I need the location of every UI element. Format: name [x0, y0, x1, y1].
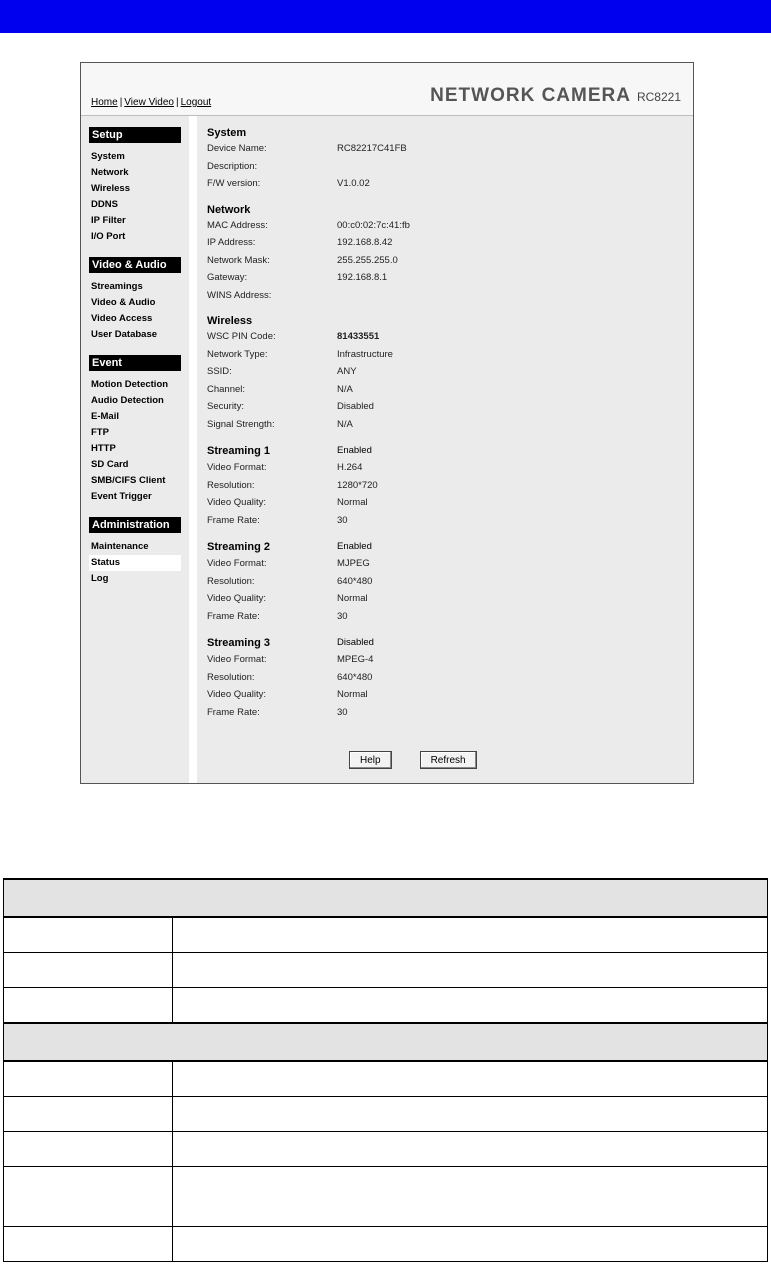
status-row: [197, 363, 693, 381]
sidebar-item-email[interactable]: E-Mail: [91, 411, 119, 422]
streaming-3-header: [197, 635, 693, 651]
table-cell: [4, 988, 173, 1024]
status-row: [197, 287, 693, 305]
table-row: [4, 953, 768, 988]
table-cell: [4, 953, 173, 988]
status-row: [197, 512, 693, 530]
status-row: [197, 416, 693, 434]
table-row: [4, 1227, 768, 1262]
status-row: [197, 555, 693, 573]
table-row: [4, 1132, 768, 1167]
sidebar-item-ftp[interactable]: FTP: [91, 427, 109, 438]
row-label: Video Format:: [207, 654, 267, 665]
nav-separator: |: [119, 97, 123, 108]
row-value: RC82217C41FB: [337, 143, 407, 154]
row-label: WSC PIN Code:: [207, 331, 276, 342]
sidebar-item-audio-detection[interactable]: Audio Detection: [91, 395, 164, 406]
sidebar-item-http[interactable]: HTTP: [91, 443, 116, 454]
row-label: Channel:: [207, 383, 246, 395]
sidebar-item-system[interactable]: System: [91, 151, 125, 162]
table-row: [4, 988, 768, 1024]
row-label: SSID:: [207, 366, 232, 377]
status-row: [197, 590, 693, 608]
row-value: Disabled: [337, 401, 374, 412]
status-row: [197, 158, 693, 176]
help-button[interactable]: Help: [349, 751, 392, 769]
status-row: [197, 651, 693, 669]
brand-model: RC8221: [636, 90, 681, 104]
row-value: Normal: [337, 593, 368, 604]
status-row: [197, 573, 693, 591]
top-nav: [91, 97, 211, 108]
row-value: N/A: [337, 383, 353, 395]
section-heading-network: Network: [207, 203, 251, 216]
table-cell: [4, 1097, 173, 1132]
row-value: ANY: [337, 366, 357, 377]
row-label: F/W version:: [207, 178, 261, 189]
table-row: [4, 1167, 768, 1227]
status-row: [197, 328, 693, 346]
table-cell: [4, 917, 173, 953]
refresh-button[interactable]: Refresh: [420, 751, 477, 769]
row-value: 255.255.255.0: [337, 254, 398, 266]
row-value: 81433551: [337, 331, 380, 342]
row-value: H.264: [337, 462, 363, 473]
table-cell: [173, 917, 768, 953]
row-value: 640*480: [337, 671, 373, 683]
sidebar-item-ip-filter[interactable]: IP Filter: [91, 215, 126, 226]
sidebar-section-administration: Administration: [89, 517, 181, 533]
row-value: Normal: [337, 689, 368, 700]
row-value: 192.168.8.42: [337, 237, 393, 248]
streaming-1-state: Enabled: [337, 445, 372, 456]
row-value: N/A: [337, 418, 353, 430]
row-value: 1280*720: [337, 479, 378, 491]
status-row: [197, 494, 693, 512]
row-label: WINS Address:: [207, 289, 272, 301]
sidebar-item-event-trigger[interactable]: Event Trigger: [91, 491, 152, 502]
table-cell: [4, 1227, 173, 1262]
status-panel: [197, 116, 693, 783]
row-value: 30: [337, 514, 348, 526]
table-cell: [173, 1167, 768, 1227]
table-cell: [4, 1023, 768, 1061]
sidebar-item-status[interactable]: Status: [89, 555, 181, 571]
table-cell: [173, 1097, 768, 1132]
sidebar-item-streamings[interactable]: Streamings: [91, 281, 143, 292]
status-row: [197, 686, 693, 704]
streaming-3-state: Disabled: [337, 637, 374, 648]
description-table: [3, 878, 768, 1262]
status-row: [197, 398, 693, 416]
row-label: Description:: [207, 160, 258, 172]
row-label: Signal Strength:: [207, 418, 275, 430]
table-cell: [4, 1061, 173, 1097]
table-cell: [4, 1167, 173, 1227]
streaming-2-state: Enabled: [337, 541, 372, 552]
streaming-2-header: [197, 539, 693, 555]
row-label: Resolution:: [207, 671, 255, 683]
sidebar-section-video-audio: Video & Audio: [89, 257, 181, 273]
section-heading-streaming-2: Streaming 2: [207, 541, 270, 553]
sidebar-item-ddns[interactable]: DDNS: [91, 199, 118, 210]
nav-separator: |: [175, 97, 179, 108]
table-cell: [4, 1132, 173, 1167]
row-value: MJPEG: [337, 558, 370, 569]
row-label: Frame Rate:: [207, 610, 260, 622]
sidebar-item-video-access[interactable]: Video Access: [91, 313, 153, 324]
row-label: Gateway:: [207, 272, 248, 283]
row-value: Normal: [337, 497, 368, 508]
row-value: 00:c0:02:7c:41:fb: [337, 219, 410, 231]
row-value: 30: [337, 610, 348, 622]
status-row: [197, 269, 693, 287]
table-cell: [173, 953, 768, 988]
status-row: [197, 175, 693, 193]
row-value: V1.0.02: [337, 178, 370, 189]
view-video-link[interactable]: View Video: [124, 97, 174, 108]
row-label: Frame Rate:: [207, 706, 260, 718]
table-section-header: [4, 879, 768, 917]
section-heading-streaming-1: Streaming 1: [207, 445, 270, 457]
status-row: [197, 704, 693, 722]
row-label: Resolution:: [207, 575, 255, 587]
brand: [430, 85, 681, 107]
sidebar-item-motion-detection[interactable]: Motion Detection: [91, 379, 169, 390]
status-row: [197, 669, 693, 687]
top-banner: [0, 0, 771, 33]
table-row: [4, 1061, 768, 1097]
row-value: 192.168.8.1: [337, 272, 388, 283]
table-row: [4, 917, 768, 953]
row-label: Network Type:: [207, 348, 268, 360]
sidebar-item-sd-card[interactable]: SD Card: [91, 459, 129, 470]
page-header: [81, 63, 693, 116]
table-cell: [173, 1132, 768, 1167]
sidebar-item-network[interactable]: Network: [91, 167, 129, 178]
sidebar-section-setup: Setup: [89, 127, 181, 143]
status-row: [197, 477, 693, 495]
row-label: Frame Rate:: [207, 514, 260, 526]
table-cell: [173, 1061, 768, 1097]
row-label: Network Mask:: [207, 254, 270, 266]
status-row: [197, 217, 693, 235]
row-value: 30: [337, 706, 348, 718]
row-label: Resolution:: [207, 479, 255, 491]
sidebar: [81, 116, 193, 783]
section-heading-wireless: Wireless: [207, 315, 253, 327]
brand-title: NETWORK CAMERA: [430, 85, 631, 106]
row-label: IP Address:: [207, 237, 256, 248]
status-row: [197, 608, 693, 626]
row-label: Video Format:: [207, 558, 267, 569]
camera-web-ui: [80, 62, 694, 784]
status-row: [197, 346, 693, 364]
sidebar-item-smb-cifs-client[interactable]: SMB/CIFS Client: [91, 475, 166, 486]
row-value: MPEG-4: [337, 654, 374, 665]
table-cell: [173, 988, 768, 1024]
sidebar-item-maintenance[interactable]: Maintenance: [91, 541, 149, 552]
sidebar-item-log[interactable]: Log: [91, 573, 109, 584]
row-value: Infrastructure: [337, 348, 393, 360]
row-label: Device Name:: [207, 143, 267, 154]
row-value: 640*480: [337, 575, 373, 587]
row-label: Security:: [207, 401, 244, 412]
home-link[interactable]: Home: [91, 97, 118, 108]
table-row: [4, 1097, 768, 1132]
status-row: [197, 140, 693, 158]
row-label: Video Quality:: [207, 689, 266, 700]
sidebar-section-event: Event: [89, 355, 181, 371]
row-label: MAC Address:: [207, 219, 268, 231]
row-label: Video Quality:: [207, 497, 266, 508]
section-heading-system: System: [207, 127, 247, 139]
table-cell: [173, 1227, 768, 1262]
table-cell: [4, 879, 768, 917]
sidebar-item-wireless[interactable]: Wireless: [91, 183, 130, 194]
row-label: Video Quality:: [207, 593, 266, 604]
action-buttons: [349, 751, 477, 769]
table-section-header: [4, 1023, 768, 1061]
sidebar-item-video-audio[interactable]: Video & Audio: [91, 297, 156, 308]
status-row: [197, 381, 693, 399]
status-row: [197, 252, 693, 270]
status-row: [197, 459, 693, 477]
logout-link[interactable]: Logout: [180, 97, 212, 108]
section-heading-streaming-3: Streaming 3: [207, 637, 270, 649]
status-row: [197, 234, 693, 252]
sidebar-item-io-port[interactable]: I/O Port: [91, 231, 126, 242]
streaming-1-header: [197, 443, 693, 459]
row-label: Video Format:: [207, 462, 267, 473]
sidebar-item-user-database[interactable]: User Database: [91, 329, 158, 340]
